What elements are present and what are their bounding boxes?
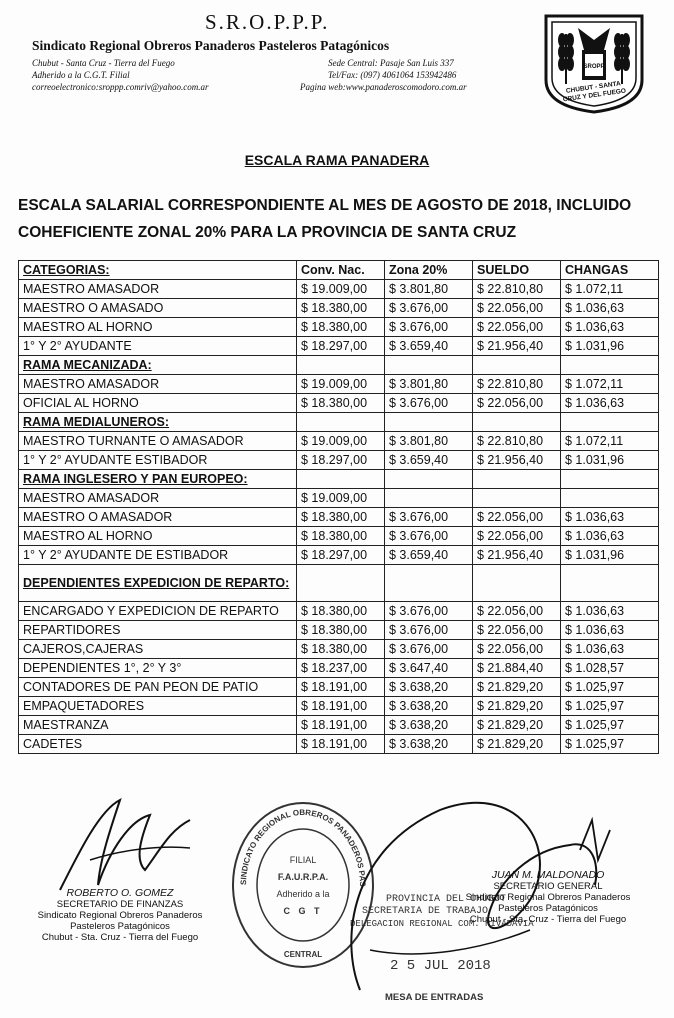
cell-sueldo: $ 22.810,80: [473, 432, 561, 451]
round-stamp-bottom: CENTRAL: [283, 950, 323, 959]
cell-sueldo: [473, 489, 561, 508]
cell-sueldo: [473, 565, 561, 602]
cell-conv-nac: $ 18.380,00: [297, 299, 385, 318]
letterhead-email: correoelectronico:sroppp.comriv@yahoo.com.ar: [32, 82, 209, 92]
right-signature-block: [448, 870, 648, 925]
cell-category: RAMA MEDIALUNEROS:: [19, 413, 297, 432]
cell-category: REPARTIDORES: [19, 621, 297, 640]
union-logo: [538, 10, 650, 114]
table-row: [19, 678, 659, 697]
round-stamp-line-2: F.A.U.R.P.A.: [277, 872, 329, 882]
table-row: [19, 318, 659, 337]
right-signer-role: SECRETARIO GENERAL: [493, 881, 603, 892]
cell-sueldo: [473, 413, 561, 432]
union-acronym: S.R.O.P.P.P.: [205, 10, 330, 34]
cell-conv-nac: [297, 356, 385, 375]
cell-conv-nac: $ 18.191,00: [297, 678, 385, 697]
cell-category: 1° Y 2° AYUDANTE: [19, 337, 297, 356]
letterhead-affiliation: Adherido a la C.G.T. Filial: [32, 70, 130, 80]
left-signature-block: [20, 888, 220, 943]
left-signer-org-1: Sindicato Regional Obreros Panaderos: [37, 910, 203, 921]
cell-zona: [385, 565, 473, 602]
round-stamp-line-1: FILIAL: [289, 855, 317, 865]
cell-sueldo: $ 21.829,20: [473, 735, 561, 754]
cell-zona: $ 3.676,00: [385, 318, 473, 337]
letterhead-website: Pagina web:www.panaderoscomodoro.com.ar: [300, 82, 467, 92]
cell-conv-nac: $ 19.009,00: [297, 489, 385, 508]
cell-sueldo: [473, 356, 561, 375]
header-changas: CHANGAS: [561, 261, 659, 280]
table-row: [19, 375, 659, 394]
cell-zona: [385, 356, 473, 375]
round-stamp-outer-text: SINDICATO REGIONAL OBREROS PANADEROS PAS: [238, 807, 368, 887]
left-signer-name: ROBERTO O. GOMEZ: [66, 887, 174, 899]
cell-category: CAJEROS,CAJERAS: [19, 640, 297, 659]
cell-zona: $ 3.659,40: [385, 451, 473, 470]
table-header-row: [19, 261, 659, 280]
cell-conv-nac: [297, 470, 385, 489]
right-signer-org-1: Sindicato Regional Obreros Panaderos: [465, 892, 631, 903]
cell-category: MAESTRO AMASADOR: [19, 280, 297, 299]
document-subtitle: [18, 192, 668, 246]
header-conv-nac: Conv. Nac.: [297, 261, 385, 280]
cell-sueldo: $ 21.829,20: [473, 716, 561, 735]
cell-changas: [561, 470, 659, 489]
cell-category: OFICIAL AL HORNO: [19, 394, 297, 413]
cell-category: CONTADORES DE PAN PEON DE PATIO: [19, 678, 297, 697]
cell-zona: $ 3.801,80: [385, 280, 473, 299]
cell-changas: $ 1.031,96: [561, 451, 659, 470]
cell-conv-nac: $ 18.237,00: [297, 659, 385, 678]
section-header-row: [19, 470, 659, 489]
cell-changas: $ 1.036,63: [561, 602, 659, 621]
table-row: [19, 716, 659, 735]
cell-conv-nac: $ 18.191,00: [297, 716, 385, 735]
cell-changas: $ 1.072,11: [561, 280, 659, 299]
cell-category: MAESTRO O AMASADOR: [19, 508, 297, 527]
logo-monogram: SROPP: [583, 64, 605, 70]
cell-category: MAESTRO O AMASADO: [19, 299, 297, 318]
cell-changas: $ 1.025,97: [561, 716, 659, 735]
cell-sueldo: [473, 470, 561, 489]
cell-category: MAESTRO AL HORNO: [19, 527, 297, 546]
cell-category: ENCARGADO Y EXPEDICION DE REPARTO: [19, 602, 297, 621]
round-stamp-line-3: Adherido a la: [276, 889, 330, 899]
table-row: [19, 299, 659, 318]
cell-conv-nac: $ 18.380,00: [297, 394, 385, 413]
cell-sueldo: $ 22.810,80: [473, 280, 561, 299]
cell-changas: $ 1.036,63: [561, 508, 659, 527]
cell-sueldo: $ 22.056,00: [473, 299, 561, 318]
cell-zona: $ 3.638,20: [385, 678, 473, 697]
table-row: [19, 280, 659, 299]
cell-zona: $ 3.676,00: [385, 394, 473, 413]
cell-conv-nac: $ 19.009,00: [297, 375, 385, 394]
signature-area: [0, 790, 674, 1018]
cell-sueldo: $ 22.056,00: [473, 602, 561, 621]
table-row: [19, 546, 659, 565]
cell-sueldo: $ 21.956,40: [473, 546, 561, 565]
cell-category: MAESTRO AMASADOR: [19, 489, 297, 508]
subtitle-line-1: ESCALA SALARIAL CORRESPONDIENTE AL MES DE AGOSTO DE 2018, INCLUIDO: [18, 197, 632, 214]
cell-category: MAESTRO AL HORNO: [19, 318, 297, 337]
section-header-row: [19, 356, 659, 375]
cell-conv-nac: [297, 565, 385, 602]
cell-conv-nac: $ 19.009,00: [297, 280, 385, 299]
cell-sueldo: $ 22.056,00: [473, 318, 561, 337]
cell-category: 1° Y 2° AYUDANTE DE ESTIBADOR: [19, 546, 297, 565]
cell-changas: $ 1.031,96: [561, 546, 659, 565]
cell-conv-nac: [297, 413, 385, 432]
cell-zona: [385, 470, 473, 489]
cell-conv-nac: $ 18.380,00: [297, 508, 385, 527]
table-row: [19, 489, 659, 508]
cell-category: EMPAQUETADORES: [19, 697, 297, 716]
letterhead-address: Sede Central: Pasaje San Luis 337: [328, 58, 454, 68]
right-signer-org-3: Chubut - Sta. Cruz - Tierra del Fuego: [469, 914, 627, 925]
cell-sueldo: $ 22.056,00: [473, 640, 561, 659]
cell-category: CADETES: [19, 735, 297, 754]
left-signature-scribble: [40, 790, 200, 900]
cell-category: DEPENDIENTES EXPEDICION DE REPARTO:: [19, 565, 297, 602]
cell-changas: $ 1.036,63: [561, 299, 659, 318]
cell-conv-nac: $ 18.380,00: [297, 318, 385, 337]
cell-sueldo: $ 21.956,40: [473, 451, 561, 470]
cell-changas: [561, 489, 659, 508]
table-row: [19, 432, 659, 451]
table-row: [19, 451, 659, 470]
cell-conv-nac: $ 18.191,00: [297, 735, 385, 754]
cell-changas: $ 1.036,63: [561, 621, 659, 640]
cell-zona: $ 3.638,20: [385, 735, 473, 754]
table-row: [19, 527, 659, 546]
cell-conv-nac: $ 19.009,00: [297, 432, 385, 451]
header-zona: Zona 20%: [385, 261, 473, 280]
table-row: [19, 640, 659, 659]
right-signer-org-2: Pasteleros Patagónicos: [498, 903, 598, 914]
cell-conv-nac: $ 18.380,00: [297, 621, 385, 640]
cell-zona: $ 3.676,00: [385, 602, 473, 621]
cell-category: DEPENDIENTES 1°, 2° Y 3°: [19, 659, 297, 678]
cell-zona: $ 3.801,80: [385, 432, 473, 451]
cell-changas: $ 1.072,11: [561, 432, 659, 451]
cell-conv-nac: $ 18.380,00: [297, 527, 385, 546]
cell-zona: $ 3.676,00: [385, 621, 473, 640]
received-stamp-footer: MESA DE ENTRADAS: [385, 992, 484, 1003]
cell-category: MAESTRO TURNANTE O AMASADOR: [19, 432, 297, 451]
letterhead-phone: Tel/Fax: (097) 4061064 153942486: [328, 70, 457, 80]
table-row: [19, 621, 659, 640]
left-signer-role: SECRETARIO DE FINANZAS: [56, 899, 184, 910]
table-row: [19, 337, 659, 356]
received-stamp-line-3: DELEGACION REGIONAL COM. RIVADAVIA: [350, 919, 534, 929]
header-sueldo: SUELDO: [473, 261, 561, 280]
cell-sueldo: $ 21.884,40: [473, 659, 561, 678]
cell-zona: $ 3.676,00: [385, 527, 473, 546]
logo-caption: CHUBUT - SANTA CRUZ Y DEL FUEGO: [562, 80, 627, 104]
round-stamp-line-4: C G T: [283, 906, 323, 916]
received-stamp-date: 2 5 JUL 2018: [390, 958, 491, 974]
cell-category: MAESTRO AMASADOR: [19, 375, 297, 394]
cell-category: RAMA INGLESERO Y PAN EUROPEO:: [19, 470, 297, 489]
cell-category: MAESTRANZA: [19, 716, 297, 735]
cell-conv-nac: $ 18.297,00: [297, 337, 385, 356]
cell-category: 1° Y 2° AYUDANTE ESTIBADOR: [19, 451, 297, 470]
cell-conv-nac: $ 18.297,00: [297, 451, 385, 470]
cell-changas: $ 1.036,63: [561, 640, 659, 659]
received-stamp-line-1: PROVINCIA DEL CHUBUT: [386, 894, 507, 905]
cell-changas: [561, 356, 659, 375]
letterhead-region: Chubut - Santa Cruz - Tierra del Fuego: [32, 58, 175, 68]
cell-zona: $ 3.659,40: [385, 337, 473, 356]
cell-changas: $ 1.028,57: [561, 659, 659, 678]
cell-zona: $ 3.647,40: [385, 659, 473, 678]
cell-zona: [385, 489, 473, 508]
cell-changas: $ 1.025,97: [561, 678, 659, 697]
subtitle-line-2: COHEFICIENTE ZONAL 20% PARA LA PROVINCIA DE SANTA CRUZ: [18, 224, 517, 241]
cell-zona: $ 3.638,20: [385, 697, 473, 716]
cell-changas: [561, 413, 659, 432]
table-row: [19, 697, 659, 716]
cell-conv-nac: $ 18.380,00: [297, 640, 385, 659]
left-signer-org-3: Chubut - Sta. Cruz - Tierra del Fuego: [41, 932, 199, 943]
cell-changas: $ 1.025,97: [561, 735, 659, 754]
cell-sueldo: $ 22.056,00: [473, 508, 561, 527]
cell-sueldo: $ 21.829,20: [473, 678, 561, 697]
cell-conv-nac: $ 18.297,00: [297, 546, 385, 565]
cell-sueldo: $ 22.810,80: [473, 375, 561, 394]
right-signer-name: JUAN M. MALDONADO: [491, 869, 605, 881]
section-header-row: [19, 413, 659, 432]
cell-zona: $ 3.676,00: [385, 299, 473, 318]
cell-changas: [561, 565, 659, 602]
section-header-row: [19, 565, 659, 602]
table-body: [19, 280, 659, 754]
cell-sueldo: $ 22.056,00: [473, 527, 561, 546]
union-name: Sindicato Regional Obreros Panaderos Pasteleros Patagónicos: [32, 38, 390, 53]
cell-changas: $ 1.072,11: [561, 375, 659, 394]
cell-zona: $ 3.659,40: [385, 546, 473, 565]
salary-scale-table: [18, 260, 659, 754]
document-title: ESCALA RAMA PANADERA: [244, 152, 430, 168]
left-signer-org-2: Pasteleros Patagónicos: [70, 921, 170, 932]
cell-changas: $ 1.036,63: [561, 318, 659, 337]
header-categorias: CATEGORIAS:: [19, 261, 297, 280]
cell-sueldo: $ 21.956,40: [473, 337, 561, 356]
cell-category: RAMA MECANIZADA:: [19, 356, 297, 375]
cell-sueldo: $ 22.056,00: [473, 394, 561, 413]
cell-zona: $ 3.676,00: [385, 640, 473, 659]
table-row: [19, 735, 659, 754]
letterhead: [0, 0, 674, 118]
cell-zona: $ 3.801,80: [385, 375, 473, 394]
cell-sueldo: $ 21.829,20: [473, 697, 561, 716]
table-row: [19, 602, 659, 621]
cell-changas: $ 1.025,97: [561, 697, 659, 716]
cell-changas: $ 1.036,63: [561, 527, 659, 546]
table-row: [19, 394, 659, 413]
cell-changas: $ 1.036,63: [561, 394, 659, 413]
received-stamp-line-2: SECRETARIA DE TRABAJO: [362, 906, 489, 917]
cell-sueldo: $ 22.056,00: [473, 621, 561, 640]
cell-conv-nac: $ 18.191,00: [297, 697, 385, 716]
cell-changas: $ 1.031,96: [561, 337, 659, 356]
table-row: [19, 659, 659, 678]
cell-zona: $ 3.676,00: [385, 508, 473, 527]
cell-conv-nac: $ 18.380,00: [297, 602, 385, 621]
table-row: [19, 508, 659, 527]
cell-zona: [385, 413, 473, 432]
cell-zona: $ 3.638,20: [385, 716, 473, 735]
